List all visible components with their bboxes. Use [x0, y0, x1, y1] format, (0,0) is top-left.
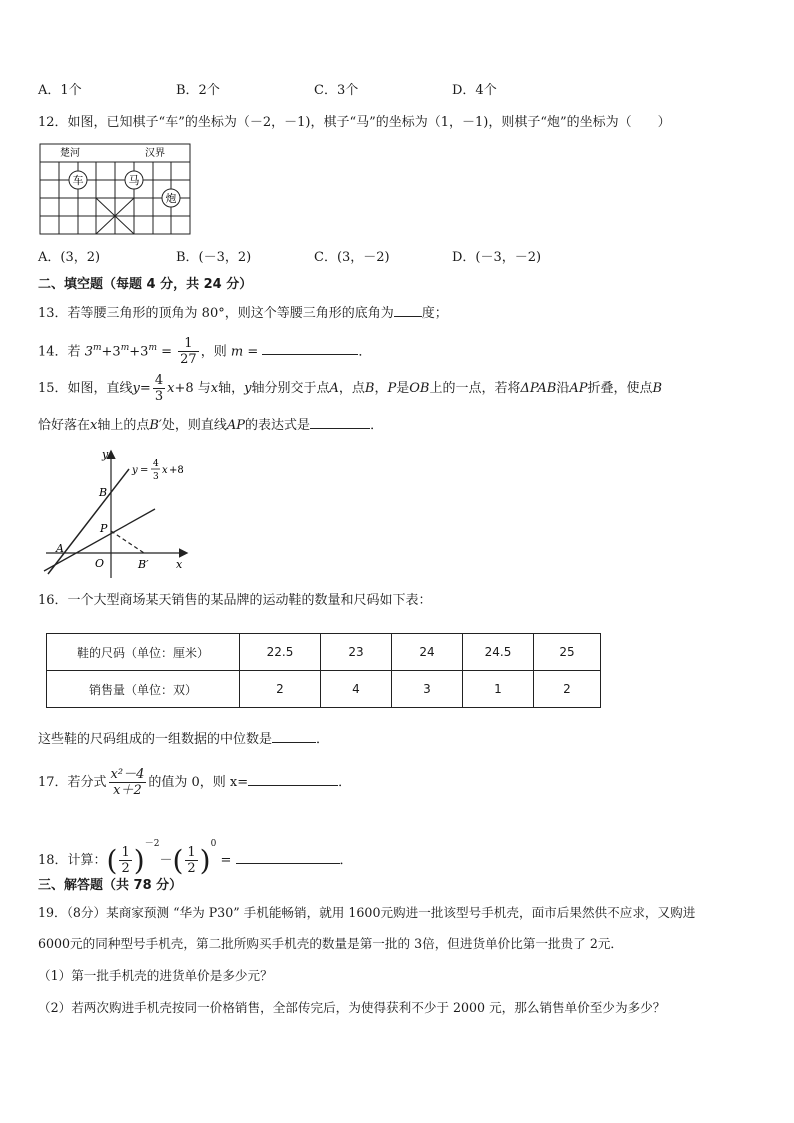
q16-question — [38, 728, 329, 749]
q18-f2-den: 2 — [187, 861, 196, 876]
q14-prefix: 14．若 — [38, 344, 85, 360]
q15-AP: AP — [569, 381, 588, 396]
q17 — [38, 764, 351, 802]
q19-line2: 6000元的同种型号手机壳，第二批所购买手机壳的数量是第一批的 3倍，但进货单价比第一批贵了 2元． — [38, 936, 624, 951]
table-cell: 销售量（单位：双） — [47, 671, 240, 708]
fig-label-x: x — [176, 558, 183, 571]
q12-option-b: B．(－3，2) — [176, 250, 252, 265]
q14-var: m — [230, 344, 244, 360]
segment-PBprime — [111, 531, 144, 553]
table-cell: 25 — [534, 634, 601, 671]
q18-exp1: －2 — [144, 839, 160, 849]
q11-option-b: B．2个 — [176, 83, 220, 98]
q14-plus2: + — [129, 344, 141, 360]
q15-l2-b: 轴上的点 — [97, 418, 150, 433]
q15-line1 — [38, 372, 662, 406]
q15-along: 沿 — [556, 381, 570, 396]
q15-blank — [310, 414, 370, 429]
q14-blank — [262, 340, 358, 355]
q15-plus8: +8 与 — [174, 381, 211, 396]
q11-option-a: A．1个 — [38, 83, 82, 98]
q15-frac-den: 3 — [154, 389, 164, 404]
q13 — [38, 302, 448, 323]
q19-sub2: （2）若两次购进手机壳按同一价格销售，全部传完后，为使得获利不少于 2000 元，那么销售单价至少为多少？ — [38, 1000, 666, 1015]
q16-after: 这些鞋的尺码组成的一组数据的中位数是 — [38, 732, 273, 747]
q18-prefix: 18．计算： — [38, 853, 107, 868]
q17-den: x＋2 — [113, 783, 142, 798]
q16-blank — [272, 728, 316, 743]
q15-fold-text: 上的一点，若将 — [429, 381, 521, 396]
q18-end: ． — [339, 853, 353, 868]
table-cell: 1 — [463, 671, 534, 708]
q14-plus1: + — [101, 344, 113, 360]
q18-paren-open-2: ( — [172, 843, 184, 877]
fig-label-y: y — [102, 448, 109, 461]
q15-l2-Bprime: B′ — [149, 418, 162, 433]
fig-label-A: A — [56, 542, 64, 555]
q15-fraction — [153, 373, 165, 404]
line-AB — [48, 469, 129, 574]
q18-eq: = — [220, 853, 232, 868]
table-cell: 22.5 — [240, 634, 321, 671]
table-cell: 4 — [321, 671, 392, 708]
q14-end: ． — [358, 344, 372, 360]
q13-tail: 度； — [421, 306, 448, 321]
q15-is: 是 — [396, 381, 410, 396]
q19-sub1: （1）第一批手机壳的进货单价是多少元？ — [38, 968, 273, 983]
q17-blank — [248, 771, 338, 786]
q14-frac-num: 1 — [178, 336, 199, 352]
table-cell: 3 — [392, 671, 463, 708]
q15-axis-word: 轴， — [218, 381, 245, 396]
q14-term1-base: 3 — [84, 344, 93, 360]
table-cell: 2 — [240, 671, 321, 708]
q13-text: 13．若等腰三角形的顶角为 80°，则这个等腰三角形的底角为 — [38, 306, 394, 321]
q15-coordinate-figure — [40, 442, 200, 582]
fig-eq-den: 3 — [153, 472, 159, 482]
q15-line2 — [38, 414, 383, 435]
fig-eq-x: x — [162, 465, 168, 476]
board-label-chuhe: 楚河 — [60, 148, 80, 159]
fig-eq-num: 4 — [153, 459, 159, 469]
q15-fold: 折叠，使点 — [587, 381, 653, 396]
q18-minus: － — [159, 853, 173, 868]
q12-option-a: A．(3，2) — [38, 250, 101, 265]
fig-eq-y: y — [132, 465, 138, 476]
q14-term2-exp: m — [120, 343, 130, 353]
q15-pB: B — [364, 381, 375, 396]
q15-pB2: B — [652, 381, 663, 396]
q15-frac-num: 4 — [154, 373, 164, 388]
fig-label-P: P — [100, 522, 108, 535]
q16-text: 16．一个大型商场某天销售的某品牌的运动鞋的数量和尺码如下表： — [38, 593, 432, 608]
q15-intro: 15．如图，直线 — [38, 381, 133, 396]
q19-line1: 19．（8分）某商家预测 “华为 P30” 手机能畅销，就用 1600元购进一批该型号手机壳，面市后果然供不应求，又购进 — [38, 905, 696, 920]
q15-intersect: 轴分别交于点 — [251, 381, 330, 396]
q15-y: y — [132, 381, 140, 396]
section2-title: 二、填空题（每题 4 分，共 24 分） — [38, 277, 253, 292]
q18-fraction-1 — [119, 845, 131, 876]
q17-num: x²－4 — [110, 767, 145, 782]
q15-x: x — [167, 381, 175, 396]
q14-then: ，则 — [200, 344, 227, 360]
q18-exp2: 0 — [210, 839, 217, 849]
q14: 14．若 $3^m+3^m+3^m$ = $\frac{1}{27}$ ，则 m = ． — [38, 336, 372, 368]
fig-eq-eq: = — [140, 465, 149, 476]
piece-ma: 马 — [128, 174, 140, 187]
q15-y-axis: y — [244, 381, 252, 396]
fig-eq-tail: +8 — [169, 465, 184, 476]
q17-fraction — [109, 767, 147, 798]
q15-pP: P — [387, 381, 397, 396]
q12-text: 12．如图，已知棋子“车”的坐标为（－2，－1)，棋子“马”的坐标为（1，－1)，则棋子“炮”的坐标为（ ） — [38, 115, 671, 130]
q14-term3-base: 3 — [140, 344, 149, 360]
q18-f2-num: 1 — [187, 845, 196, 860]
q13-blank — [394, 302, 422, 317]
q18-paren-close-2: ) — [199, 843, 211, 877]
table-cell: 23 — [321, 634, 392, 671]
fig-label-B: B — [99, 486, 108, 499]
piece-pao: 炮 — [165, 192, 177, 205]
q18-paren-close-1: ) — [133, 843, 145, 877]
q15-l2-d: 的表达式是 — [245, 418, 311, 433]
shoe-size-table — [46, 633, 601, 708]
q15-comma1: ，点 — [338, 381, 365, 396]
table-cell: 鞋的尺码（单位：厘米） — [47, 634, 240, 671]
q18-f1-num: 1 — [121, 845, 130, 860]
q17-prefix: 17．若分式 — [38, 775, 107, 790]
table-row — [47, 671, 601, 708]
q15-pA: A — [329, 381, 339, 396]
q18-blank — [236, 849, 340, 864]
q11-option-c: C．3个 — [314, 83, 359, 98]
fig-label-Bprime: B′ — [138, 558, 149, 571]
q15-triangle: ΔPAB — [520, 381, 557, 396]
q11-option-d: D．4个 — [452, 83, 497, 98]
table-cell: 24.5 — [463, 634, 534, 671]
q16-end: ． — [316, 732, 330, 747]
q15-l2-a: 恰好落在 — [38, 418, 91, 433]
q14-term3-exp: m — [148, 343, 157, 353]
q15-eq: = — [139, 381, 151, 396]
q15-l2-c: 处，则直线 — [161, 418, 227, 433]
q15-OB: OB — [409, 381, 430, 396]
q12-option-d: D．(－3，－2) — [452, 250, 542, 265]
board-label-hanjie: 汉界 — [145, 148, 165, 159]
fig-label-O: O — [95, 557, 105, 570]
table-cell: 24 — [392, 634, 463, 671]
q14-frac-den: 27 — [180, 352, 197, 368]
q15-x-axis: x — [210, 381, 219, 396]
q12-option-c: C．(3，－2) — [314, 250, 390, 265]
table-cell: 2 — [534, 671, 601, 708]
q15-l2-x: x — [90, 418, 98, 433]
q14-term2-base: 3 — [112, 344, 121, 360]
q14-eq: = — [247, 344, 259, 360]
q15-l2-AP: AP — [226, 418, 246, 433]
q15-end: ． — [370, 418, 384, 433]
q15-comma2: ， — [374, 381, 388, 396]
q18 — [38, 822, 353, 883]
q14-fraction — [178, 336, 199, 367]
q18-fraction-2 — [185, 845, 197, 876]
q18-paren-open-1: ( — [106, 843, 118, 877]
q14-term1-exp: m — [92, 343, 102, 353]
fig-equation — [131, 459, 184, 482]
q17-end: ． — [338, 775, 352, 790]
table-row — [47, 634, 601, 671]
section3-title: 三、解答题（共 78 分） — [38, 878, 183, 893]
q17-mid: 的值为 0，则 x= — [148, 775, 249, 790]
piece-che: 车 — [72, 174, 84, 187]
q18-f1-den: 2 — [121, 861, 130, 876]
chess-board-figure — [38, 142, 193, 238]
